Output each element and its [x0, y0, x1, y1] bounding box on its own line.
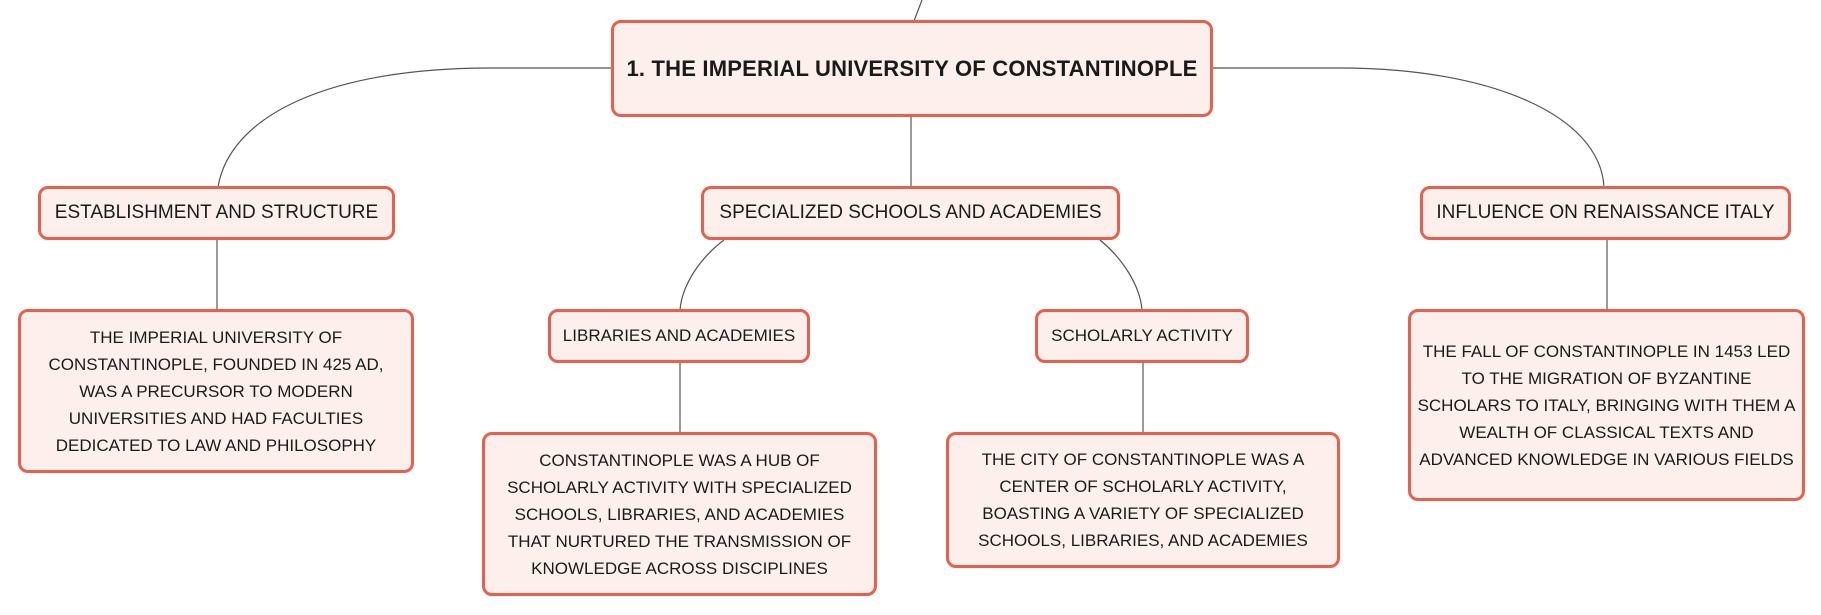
establishment-node-label: ESTABLISHMENT AND STRUCTURE [54, 202, 379, 223]
libraries-node[interactable] [548, 309, 810, 363]
root-node[interactable] [611, 20, 1213, 117]
scholarly-detail-text: THE CITY OF CONSTANTINOPLE WAS A CENTER OF SCHOLARLY ACTIVITY, BOASTING A VARIETY OF SPECIALIZED SCHOOLS, LIBRARIES, AND ACADEMIES [978, 450, 1308, 550]
libraries-detail-text: CONSTANTINOPLE WAS A HUB OF SCHOLARLY ACTIVITY WITH SPECIALIZED SCHOOLS, LIBRARIES, AND ACADEMIES THAT NURTURED THE TRANSMISSION OF KNOWLEDGE ACROSS DISCIPLINES [507, 450, 852, 578]
influence-node[interactable] [1420, 186, 1791, 240]
connector-root-to-establishment [218, 68, 611, 187]
connector-root-to-influence [1211, 68, 1604, 187]
influence-detail-node[interactable] [1408, 309, 1805, 501]
establishment-node[interactable] [38, 186, 395, 240]
libraries-detail-node[interactable] [482, 432, 877, 596]
libraries-node-label: LIBRARIES AND ACADEMIES [562, 326, 796, 345]
scholarly-node-label: SCHOLARLY ACTIVITY [1051, 326, 1233, 345]
influence-detail-text: THE FALL OF CONSTANTINOPLE IN 1453 LED TO THE MIGRATION OF BYZANTINE SCHOLARS TO ITALY, BRINGING WITH THEM A WEALTH OF CLASSICAL TEXTS AND ADVANCED KNOWLEDGE IN VARIOUS FIELDS [1417, 341, 1796, 469]
specialized-node-label: SPECIALIZED SCHOOLS AND ACADEMIES [719, 202, 1102, 223]
establishment-detail-node[interactable] [18, 309, 414, 473]
root-node-label: 1. THE IMPERIAL UNIVERSITY OF CONSTANTINOPLE [626, 55, 1198, 81]
connector-parent-to-root [914, 0, 922, 21]
specialized-node[interactable] [701, 186, 1120, 240]
scholarly-detail-node[interactable] [946, 432, 1340, 568]
establishment-detail-text: THE IMPERIAL UNIVERSITY OF CONSTANTINOPLE, FOUNDED IN 425 AD, WAS A PRECURSOR TO MODERN UNIVERSITIES AND HAD FACULTIES DEDICATED TO LAW AND PHILOSOPHY [48, 327, 384, 455]
influence-node-label: INFLUENCE ON RENAISSANCE ITALY [1436, 202, 1775, 223]
connector-specialized-to-scholarly [1100, 240, 1142, 310]
scholarly-node[interactable] [1035, 309, 1249, 363]
connector-specialized-to-libraries [680, 240, 724, 310]
